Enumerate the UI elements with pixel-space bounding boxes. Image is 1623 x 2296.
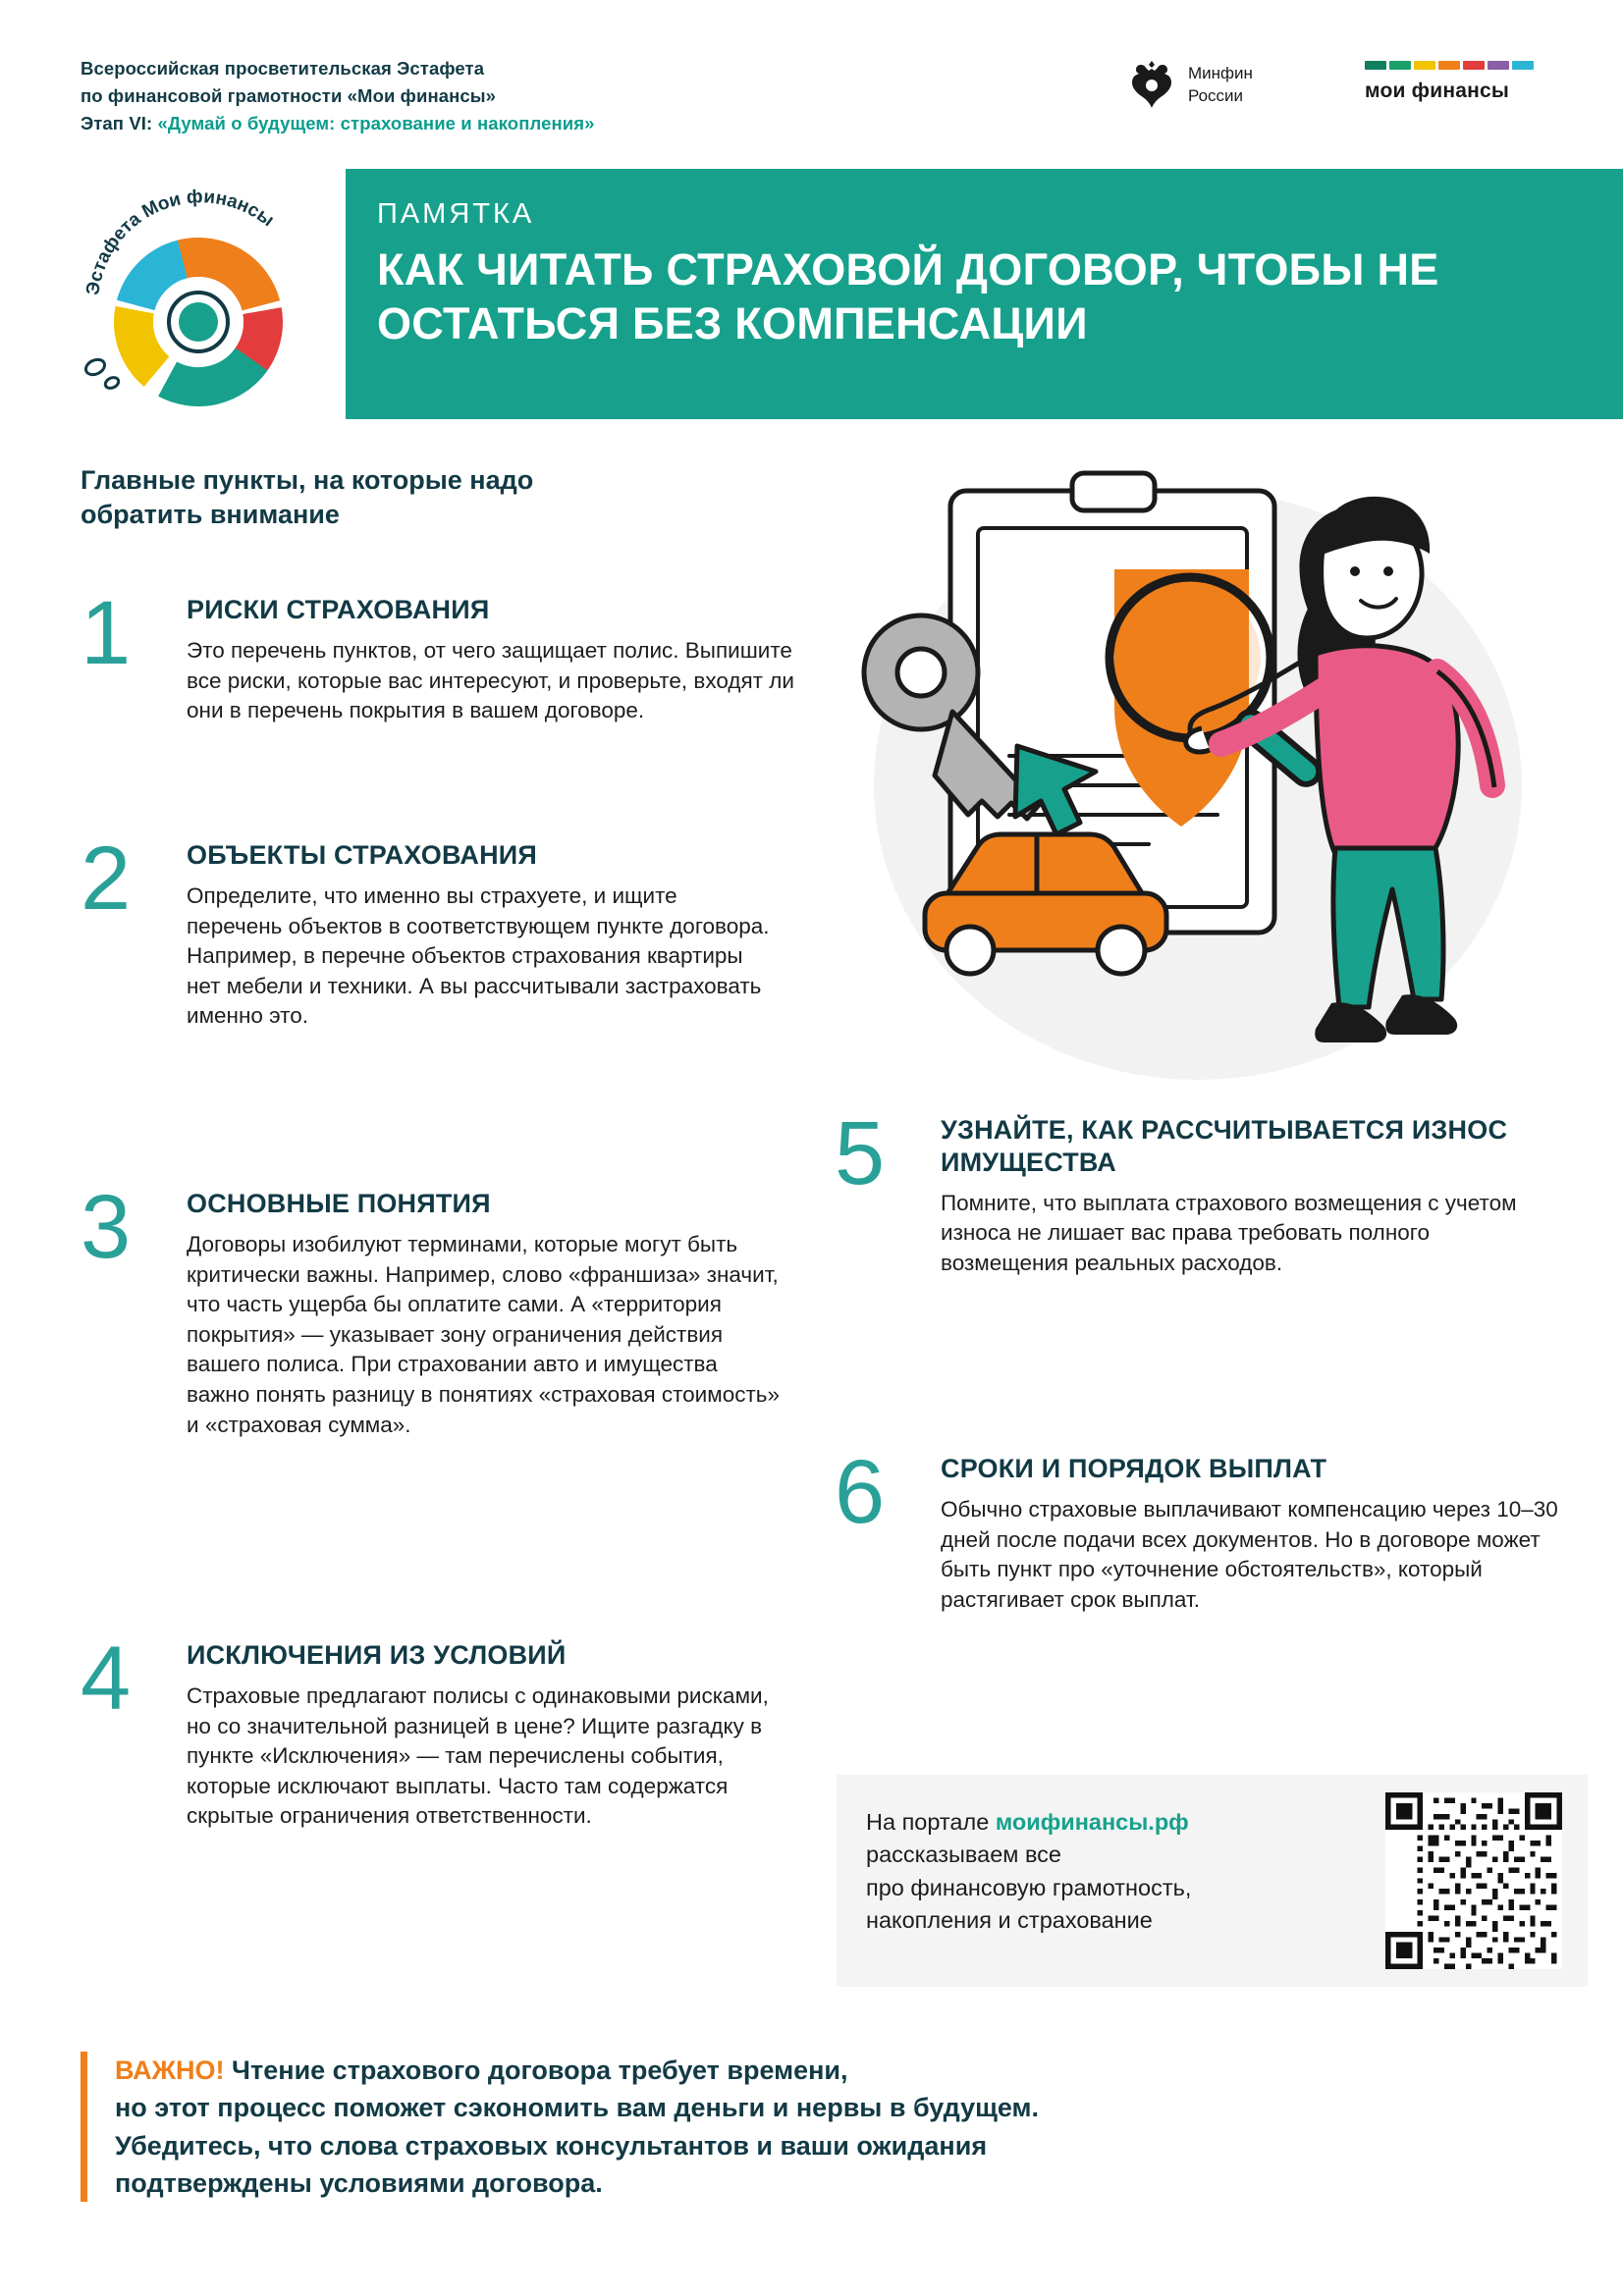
section-lead: Главные пункты, на которые надо обратить внимание bbox=[81, 465, 534, 530]
item-text: Это перечень пунктов, от чего защищает полис. Выпишите все риски, которые вас интересуют, и проверьте, входят ли они в перечень покрытия в вашем договоре. bbox=[187, 637, 794, 723]
item-body bbox=[187, 594, 815, 726]
top-header bbox=[0, 47, 1623, 155]
item-body bbox=[941, 1114, 1559, 1279]
item-number: 4 bbox=[81, 1629, 132, 1729]
brand-bars-icon bbox=[1365, 61, 1534, 70]
promo-site: моифинансы.рф bbox=[995, 1809, 1189, 1835]
promo-line-4: накопления и страхование bbox=[866, 1907, 1153, 1934]
program-line-1: Всероссийская просветительская Эстафета bbox=[81, 58, 485, 79]
item-text: Помните, что выплата страхового возмещения с учетом износа не лишает вас права требовать полного возмещения реальных расходов. bbox=[941, 1190, 1517, 1276]
promo-block bbox=[837, 1775, 1588, 1987]
item-number: 1 bbox=[81, 583, 132, 683]
minfin-label bbox=[1188, 63, 1253, 108]
item-number: 6 bbox=[835, 1442, 886, 1542]
item-title: ОБЪЕКТЫ СТРАХОВАНИЯ bbox=[187, 840, 537, 870]
promo-text bbox=[866, 1806, 1318, 1937]
title-banner bbox=[346, 169, 1623, 419]
item-number: 5 bbox=[835, 1103, 886, 1203]
promo-line-1-prefix: На портале bbox=[866, 1809, 996, 1835]
item-title: УЗНАЙТЕ, КАК РАССЧИТЫВАЕТСЯ ИЗНОС ИМУЩЕСТВА bbox=[941, 1115, 1508, 1177]
important-note bbox=[81, 2052, 1539, 2202]
banner-headline: КАК ЧИТАТЬ СТРАХОВОЙ ДОГОВОР, ЧТОБЫ НЕ ОСТАТЬСЯ БЕЗ КОМПЕНСАЦИИ bbox=[377, 244, 1439, 348]
stage-title: «Думай о будущем: страхование и накопления» bbox=[157, 112, 595, 133]
moifinansy-wordmark: мои финансы bbox=[1365, 80, 1509, 102]
program-stage bbox=[81, 110, 595, 137]
estafeta-logo-badge bbox=[61, 175, 346, 420]
banner-kicker: ПАМЯТКА bbox=[377, 198, 535, 230]
item-title: ИСКЛЮЧЕНИЯ ИЗ УСЛОВИЙ bbox=[187, 1640, 567, 1670]
item-title: ОСНОВНЫЕ ПОНЯТИЯ bbox=[187, 1189, 491, 1218]
program-line-2: по финансовой грамотности «Мои финансы» bbox=[81, 84, 497, 106]
item-body bbox=[187, 1188, 785, 1440]
minfin-line-2: России bbox=[1188, 86, 1244, 105]
important-text-2: но этот процесс поможет сэкономить вам деньги и нервы в будущем. bbox=[115, 2093, 1040, 2123]
minfin-line-1: Минфин bbox=[1188, 64, 1253, 83]
item-title: РИСКИ СТРАХОВАНИЯ bbox=[187, 595, 490, 624]
important-label: ВАЖНО! bbox=[115, 2056, 225, 2085]
promo-line-2: рассказываем все bbox=[866, 1842, 1061, 1868]
svg-text:Эстафета Мои финансы: Эстафета Мои финансы bbox=[82, 187, 278, 297]
promo-line-3: про финансовую грамотность, bbox=[866, 1874, 1192, 1900]
important-text-1: Чтение страхового договора требует времени, bbox=[224, 2056, 848, 2085]
double-eagle-icon bbox=[1129, 59, 1174, 112]
important-text-4: подтверждены условиями договора. bbox=[115, 2167, 603, 2198]
item-text: Определите, что именно вы страхуете, и ищите перечень объектов в соответствующем пункте договора. Например, в перечне объектов страхования квартиры нет мебели и техники. А вы рассчитывали застраховать именно это. bbox=[187, 882, 770, 1029]
item-body bbox=[187, 1639, 785, 1832]
item-body bbox=[187, 839, 776, 1032]
program-title bbox=[81, 55, 595, 136]
stage-label: Этап VI: bbox=[81, 112, 153, 133]
important-text-3: Убедитесь, что слова страховых консультантов и ваши ожидания bbox=[115, 2130, 988, 2161]
item-number: 2 bbox=[81, 828, 132, 929]
item-number: 3 bbox=[81, 1177, 132, 1277]
minfin-logo bbox=[1129, 59, 1253, 112]
item-text: Страховые предлагают полисы с одинаковыми рисками, но со значительной разницей в цене? Ищите разгадку в пункте «Исключения» — там перечислены события, которые исключают выплаты. Часто там содержатся скрытые ограничения ответственности. bbox=[187, 1682, 769, 1829]
qr-code-icon[interactable] bbox=[1385, 1792, 1562, 1969]
insurance-illustration bbox=[805, 461, 1591, 1090]
item-body bbox=[941, 1453, 1579, 1615]
moifinansy-logo bbox=[1365, 61, 1534, 103]
item-text: Договоры изобилуют терминами, которые могут быть критически важны. Например, слово «франшиза» значит, что часть ущерба бы оплатите сами. А «территория покрытия» — указывает зону ограничения действия вашего полиса. При страховании авто и имущества важно понять разницу в понятиях «страховая стоимость» и «страховая сумма». bbox=[187, 1231, 780, 1437]
estafeta-logo-icon bbox=[61, 175, 346, 420]
item-title: СРОКИ И ПОРЯДОК ВЫПЛАТ bbox=[941, 1454, 1327, 1483]
item-text: Обычно страховые выплачивают компенсацию через 10–30 дней после подачи всех документов. Но в договоре может быть пункт про «уточнение обстоятельств», который растягивает срок выплат. bbox=[941, 1496, 1558, 1612]
